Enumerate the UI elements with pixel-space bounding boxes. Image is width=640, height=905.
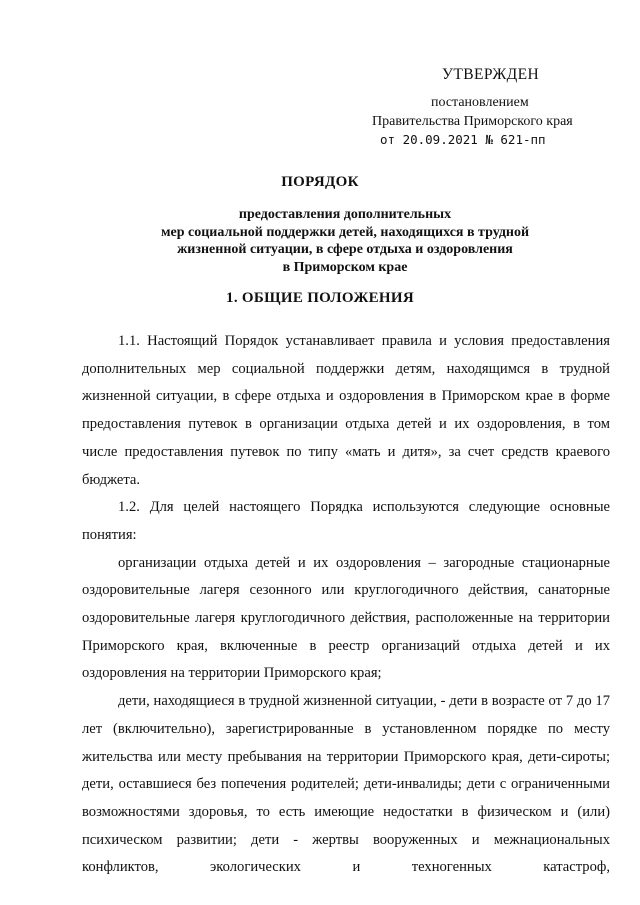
subtitle-line: мер социальной поддержки детей, находящихся в трудной bbox=[160, 224, 530, 240]
document-title: ПОРЯДОК bbox=[281, 174, 359, 190]
paragraph-definition-children: дети, находящиеся в трудной жизненной ситуации, - дети в возрасте от 7 до 17 лет (включительно), зарегистрированные в установленном порядке по месту жительства или месту пребывания на территории Приморского края, дети-сироты; дети, оставшиеся без попечения родителей; дети-инвалиды; дети с ограниченными возможностями здоровья, то есть имеющие недостатки в физическом и (или) психическом развитии; дети - жертвы вооруженных и межнациональных конфликтов, экологических и техногенных катастроф, bbox=[82, 693, 610, 876]
subtitle-line: жизненной ситуации, в сфере отдыха и оздоровления bbox=[177, 242, 513, 257]
section-body bbox=[82, 328, 610, 882]
subtitle-line: предоставления дополнительных bbox=[238, 207, 452, 222]
approval-line-resolution: постановлением bbox=[431, 95, 529, 110]
approval-date: от 20.09.2021 № 621-пп bbox=[380, 132, 546, 147]
paragraph-definition-organizations: организации отдыха детей и их оздоровления – загородные стационарные оздоровительные лагеря сезонного или круглогодичного действия, санаторные оздоровительные лагеря круглогодичного действия, расположенные на территории Приморского края, включенные в реестр организаций отдыха детей и их оздоровления на территории Приморского края; bbox=[82, 554, 610, 682]
paragraph-1-2: 1.2. Для целей настоящего Порядка используются следующие основные понятия: bbox=[82, 499, 610, 543]
section-heading: 1. ОБЩИЕ ПОЛОЖЕНИЯ bbox=[226, 290, 414, 306]
paragraph-1-1: 1.1. Настоящий Порядок устанавливает правила и условия предоставления дополнительных мер социальной поддержки детям, находящимся в трудной жизненной ситуации, в сфере отдыха и оздоровления в Приморском крае в форме предоставления путевок в организации отдыха детей и их оздоровления, в том числе предоставления путевок по типу «мать и дитя», за счет средств краевого бюджета. bbox=[82, 333, 610, 488]
approval-line-government: Правительства Приморского края bbox=[372, 114, 573, 129]
document-subtitle bbox=[100, 206, 590, 276]
subtitle-line: в Приморском крае bbox=[282, 259, 408, 275]
approval-title: УТВЕРЖДЕН bbox=[442, 66, 540, 83]
